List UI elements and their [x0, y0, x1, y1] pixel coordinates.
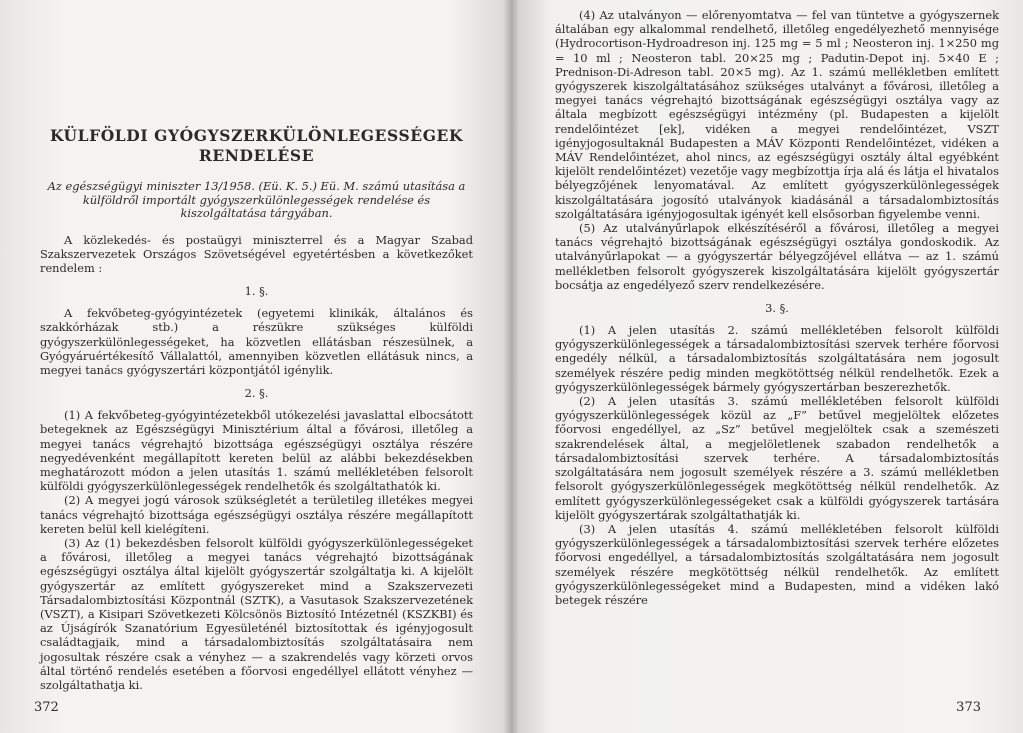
section-3-paragraph-1: (1) A jelen utasítás 2. számú mellékletében felsorolt külföldi gyógyszerkülönlegességek a társadalombiztosítási szervek terhére főorvosi engedély nélkül, a társadalombiztosítás szolgáltatására nem jogosult személyek részére pedig minden megkötöttség nélkül rendelhetők. Ezek a gyógyszerkülönlegességek bármely gyógyszertárban beszerezhetők. — [555, 323, 999, 394]
section-2-heading: 2. §. — [244, 386, 269, 401]
document-title — [40, 126, 473, 166]
section-1-heading: 1. §. — [244, 284, 269, 299]
section-2-paragraph-2: (2) A megyei jogú városok szükségletét a területileg illetékes megyei tanács végrehajtó bizottsága egészségügyi osztálya részére megállapított kereten belül kell kielégíteni. — [40, 493, 473, 536]
page-number-left: 372 — [34, 700, 59, 715]
decree-subtitle: Az egészségügyi miniszter 13/1958. (Eü. K. 5.) Eü. M. számú utasítása a külföldről importált gyógyszerkülönlegességek rendelése és kiszolgáltatása tárgyában. — [47, 179, 466, 220]
section-1-text: A fekvőbeteg-gyógyintézetek (egyetemi klinikák, általános és szakkórházak stb.) a részükre szükséges külföldi gyógyszerkülönlegességeket, ha közvetlen ellátásban részesülnek, a Gyógyáruértékesítő Vállalattól, amennyiben közvetlen ellátásuk nincs, a megyei tanács gyógyszertári központjától igénylik. — [40, 306, 473, 377]
section-2-paragraph-3: (3) Az (1) bekezdésben felsorolt külföldi gyógyszerkülönlegességeket a fővárosi, illetőleg a megyei tanács végrehajtó bizottságának egészségügyi osztálya által kijelölt gyógyszertár szolgáltatja ki. A kijelölt gyógyszertár az említett gyógyszereket mind a Szakszervezeti Társadalombiztosítási Központnál (SZTK), a Vasutasok Szakszervezetének (VSZT), a Kisipari Szövetkezeti Kölcsönös Biztosító Intézetnél (KSZKBI) és az Újságírók Szanatórium Egyesületénél biztosítottak és igényjogosult családtagjaik, mind a társadalombiztosítás szolgáltatásaira nem jogosultak részére csak a vényhez — a szakrendelés vagy körzeti orvos által történő rendelés esetében a főorvosi engedéllyel ellátott vényhez — szolgáltathatja ki. — [40, 535, 473, 692]
title-line-2: RENDELÉSE — [198, 146, 315, 165]
section-2-paragraph-5: (5) Az utalványűrlapok elkészítéséről a fővárosi, illetőleg a megyei tanács végrehajtó bizottságának egészségügyi osztálya gondoskodik. Az utalványűrlapokat — a gyógyszertár bélyegzőjével ellátva — az 1. számú mellékletben felsorolt gyógyszerek kiszolgáltatására kijelölt gyógyszertár bocsátja az engedélyező szerv rendelkezésére. — [555, 221, 999, 292]
right-page — [511, 0, 1023, 733]
section-2-paragraph-4: (4) Az utalványon — előrenyomtatva — fel van tüntetve a gyógyszernek általában egy alkalommal rendelhető, illetőleg engedélyezhető mennyisége (Hydrocortison-Hydroadreson inj. 125 mg = 5 ml ; Neosteron inj. 1×250 mg = 10 ml ; Neosteron tabl. 20×25 mg ; Padutin-Depot inj. 5×40 E ; Prednison-Di-Adreson tabl. 20×5 mg). Az 1. számú mellékletben említett gyógyszerek kiszolgáltatásához szükséges utalványt a fővárosi, illetőleg a megyei tanács végrehajtó bizottságának egészségügyi osztálya vagy az általa megbízott egészségügyi intézmény (pl. Budapesten a kijelölt rendelőintézet [ek], vidéken a megyei rendelőintézet, VSZT igényjogosultaknál Budapesten a MÁV Központi Rendelőintézet, vidéken a MÁV Rendelőintézet, ahol nincs, az egészségügyi osztály által egyébként kijelölt rendelőintézet) vezetője vagy megbízottja írja alá és látja el hivatalos bélyegzőjének lenyomatával. Az említett gyógyszerkülönlegességek kiszolgáltatására jogosító utalványok kiadásánál a társadalombiztosítás szolgáltatására igényjogosultak igényét kell elsősorban figyelembe venni. — [555, 8, 999, 221]
left-page — [0, 0, 511, 733]
section-3-paragraph-2: (2) A jelen utasítás 3. számú mellékletében felsorolt külföldi gyógyszerkülönlegességek közül az „F” betűvel megjelöltek előzetes főorvosi engedéllyel, az „Sz” betűvel megjelöltek csak a szemészeti szakrendelések által, a megjelöletlenek szabadon rendelhetők a társadalombiztosítási szervek terhére. A társadalombiztosítás szolgáltatására nem jogosult személyek részére a 3. számú mellékletben felsorolt gyógyszerkülönlegességek megkötöttség nélkül rendelhetők. Az említett gyógyszerkülönlegességeket csak a külföldi gyógyszerek tartására kijelölt gyógyszertárak szolgáltathatják ki. — [555, 394, 999, 522]
page-number-right: 373 — [956, 700, 981, 715]
title-line-1: KÜLFÖLDI GYÓGYSZERKÜLÖNLEGESSÉGEK — [49, 126, 464, 145]
book-gutter — [503, 0, 519, 733]
section-3-heading: 3. §. — [765, 301, 789, 316]
section-2-paragraph-1: (1) A fekvőbeteg-gyógyintézetekből utókezelési javaslattal elbocsátott betegeknek az Egészségügyi Minisztérium által a fővárosi, illetőleg a megyei tanács végrehajtó bizottsága egészségügyi osztálya részére negyedévenként megállapított kereten belül az alábbi bekezdésekben meghatározott módon a jelen utasítás 1. számú mellékletében felsorolt külföldi gyógyszerkülönlegességek rendelhetők és szolgáltathatók ki. — [40, 408, 473, 494]
intro-paragraph: A közlekedés- és postaügyi miniszterrel és a Magyar Szabad Szakszervezetek Országos Szövetségével egyetértésben a következőket rendelem : — [40, 232, 473, 275]
section-3-paragraph-3: (3) A jelen utasítás 4. számú mellékletében felsorolt külföldi gyógyszerkülönlegességek a társadalombiztosítási szervek terhére előzetes főorvosi engedéllyel, a társadalombiztosítás szolgáltatására nem jogosult személyek részére megkötöttség nélkül rendelhetők. Az említett gyógyszerkülönlegességeket mind a Budapesten, mind a vidéken lakó betegek részére — [555, 521, 999, 607]
